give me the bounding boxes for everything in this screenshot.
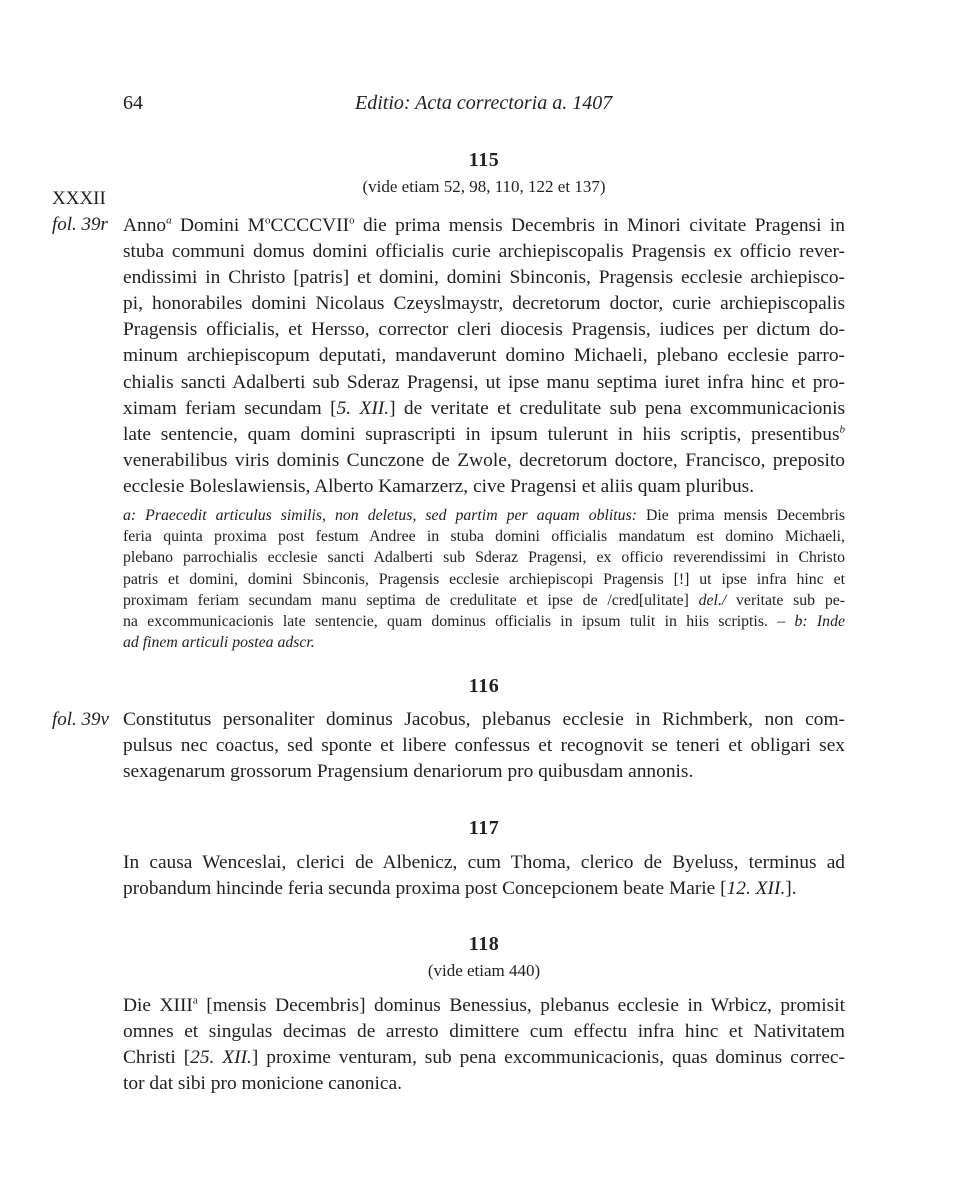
text-line: tor dat sibi pro monicione canonica. <box>123 1073 402 1095</box>
text-line: minum archiepiscopum deputati, mandaverunt domino Michaeli, plebano ecclesie parro- <box>123 345 845 367</box>
text-line: probandum hincinde feria secunda proxima post Concepcionem beate Marie [12. XII.]. <box>123 878 797 900</box>
entry-number-115: 115 <box>468 149 500 171</box>
text-line: venerabilibus viris dominis Cunczone de Zwole, decretorum doctore, Francisco, preposito <box>123 449 845 471</box>
entry-text-115 <box>123 213 845 500</box>
running-head <box>123 92 845 118</box>
text-line: Christi [25. XII.] proxime venturam, sub pena excommunicacionis, quas dominus correc- <box>123 1047 845 1069</box>
text-line: stuba communi domus domini officialis curie archiepiscopalis Pragensis ex officio rever- <box>123 241 845 263</box>
page-number: 64 <box>123 92 143 114</box>
text-line: In causa Wenceslai, clerici de Albenicz, cum Thoma, clerico de Byeluss, terminus ad <box>123 852 845 873</box>
note-line: a: Praecedit articulus similis, non deletus, sed partim per aquam oblitus: Die prima mensis Decembris <box>123 507 845 524</box>
running-title: Editio: Acta correctoria a. 1407 <box>355 92 613 114</box>
entry-text-117 <box>123 850 845 902</box>
text-line: omnes et singulas decimas de arresto dimittere cum effectu infra hinc et Nativitatem <box>123 1021 845 1043</box>
entry-text-118 <box>123 993 845 1097</box>
entry-number-116: 116 <box>468 675 500 697</box>
footnote-marker-b: b <box>839 423 845 436</box>
margin-note-folio-39r: fol. 39r <box>52 214 108 235</box>
text-line: sexagenarum grossorum Pragensium denariorum pro quibusdam annonis. <box>123 761 694 783</box>
margin-note-xxxii: XXXII <box>52 188 106 209</box>
entry-number-117: 117 <box>468 817 500 839</box>
text-line: endissimi in Christo [patris] et domini, domini Sbinconis, Pragensis ecclesie archiepisco- <box>123 267 845 289</box>
text-line: chialis sancti Adalberti sub Sderaz Pragensi, ut ipse manu septima iuret infra hinc et pro- <box>123 371 845 393</box>
note-line: plebano parrochialis ecclesie sancti Adalberti sub Sderaz Pragensi, ex officio reverendissimi in Christo <box>123 549 845 567</box>
note-line: na excommunicacionis late sentencie, quam dominus officialis in ipsum tulit in hiis scriptis. – b: Inde <box>123 613 845 631</box>
text-line: ecclesie Boleslawiensis, Alberto Kamarzerz, cive Pragensi et aliis quam pluribus. <box>123 475 755 497</box>
text-line: Anno$^a$ Domini $M^oCCCCVII^o$ die prima mensis Decembris in Minori civitate Pragensi in <box>123 214 845 236</box>
text-line: pulsus nec coactus, sed sponte et libere confessus et recognovit se teneri et obligari sex <box>123 735 845 757</box>
note-line: feria quinta proxima post festum Andree in stuba domini officialis mandatum est domino Michaeli, <box>123 528 845 546</box>
text-line: Constitutus personaliter dominus Jacobus, plebanus ecclesie in Richmberk, non com- <box>123 709 845 730</box>
note-line: ad finem articuli postea adscr. <box>123 634 315 652</box>
note-line: patris et domini, domini Sbinconis, Pragensis ecclesie archiepiscopi Pragensis [!] ut ipse infra hinc et <box>123 570 845 588</box>
note-line: proximam feriam secundam manu septima de credulitate et ipse de /cred[ulitate] del./ veritate sub pe- <box>123 591 845 609</box>
entry-number-118: 118 <box>468 933 500 955</box>
text-line: Pragensis officialis, et Hersso, corrector cleri diocesis Pragensis, iudices per dictum do- <box>123 319 845 341</box>
text-line: late sentencie, quam domini suprascripti in ipsum tulerunt in hiis scriptis, presentibus$^b$ <box>123 423 845 445</box>
text-line: Die XIII$^a$ [mensis Decembris] dominus Benessius, plebanus ecclesie in Wrbicz, promisit <box>123 994 845 1016</box>
critical-apparatus-115 <box>123 505 845 653</box>
entry-reference-118: (vide etiam 440) <box>427 961 541 980</box>
margin-note-folio-39v: fol. 39v <box>52 709 109 730</box>
footnote-marker-a: a <box>166 214 172 227</box>
entry-reference-115: (vide etiam 52, 98, 110, 122 et 137) <box>362 177 606 196</box>
text-line: ximam feriam secundam [5. XII.] de veritate et credulitate sub pena excommunicacionis <box>123 397 846 419</box>
text-line: pi, honorabiles domini Nicolaus Czeyslmaystr, decretorum doctor, curie archiepiscopalis <box>123 293 845 315</box>
entry-text-116 <box>123 707 845 785</box>
